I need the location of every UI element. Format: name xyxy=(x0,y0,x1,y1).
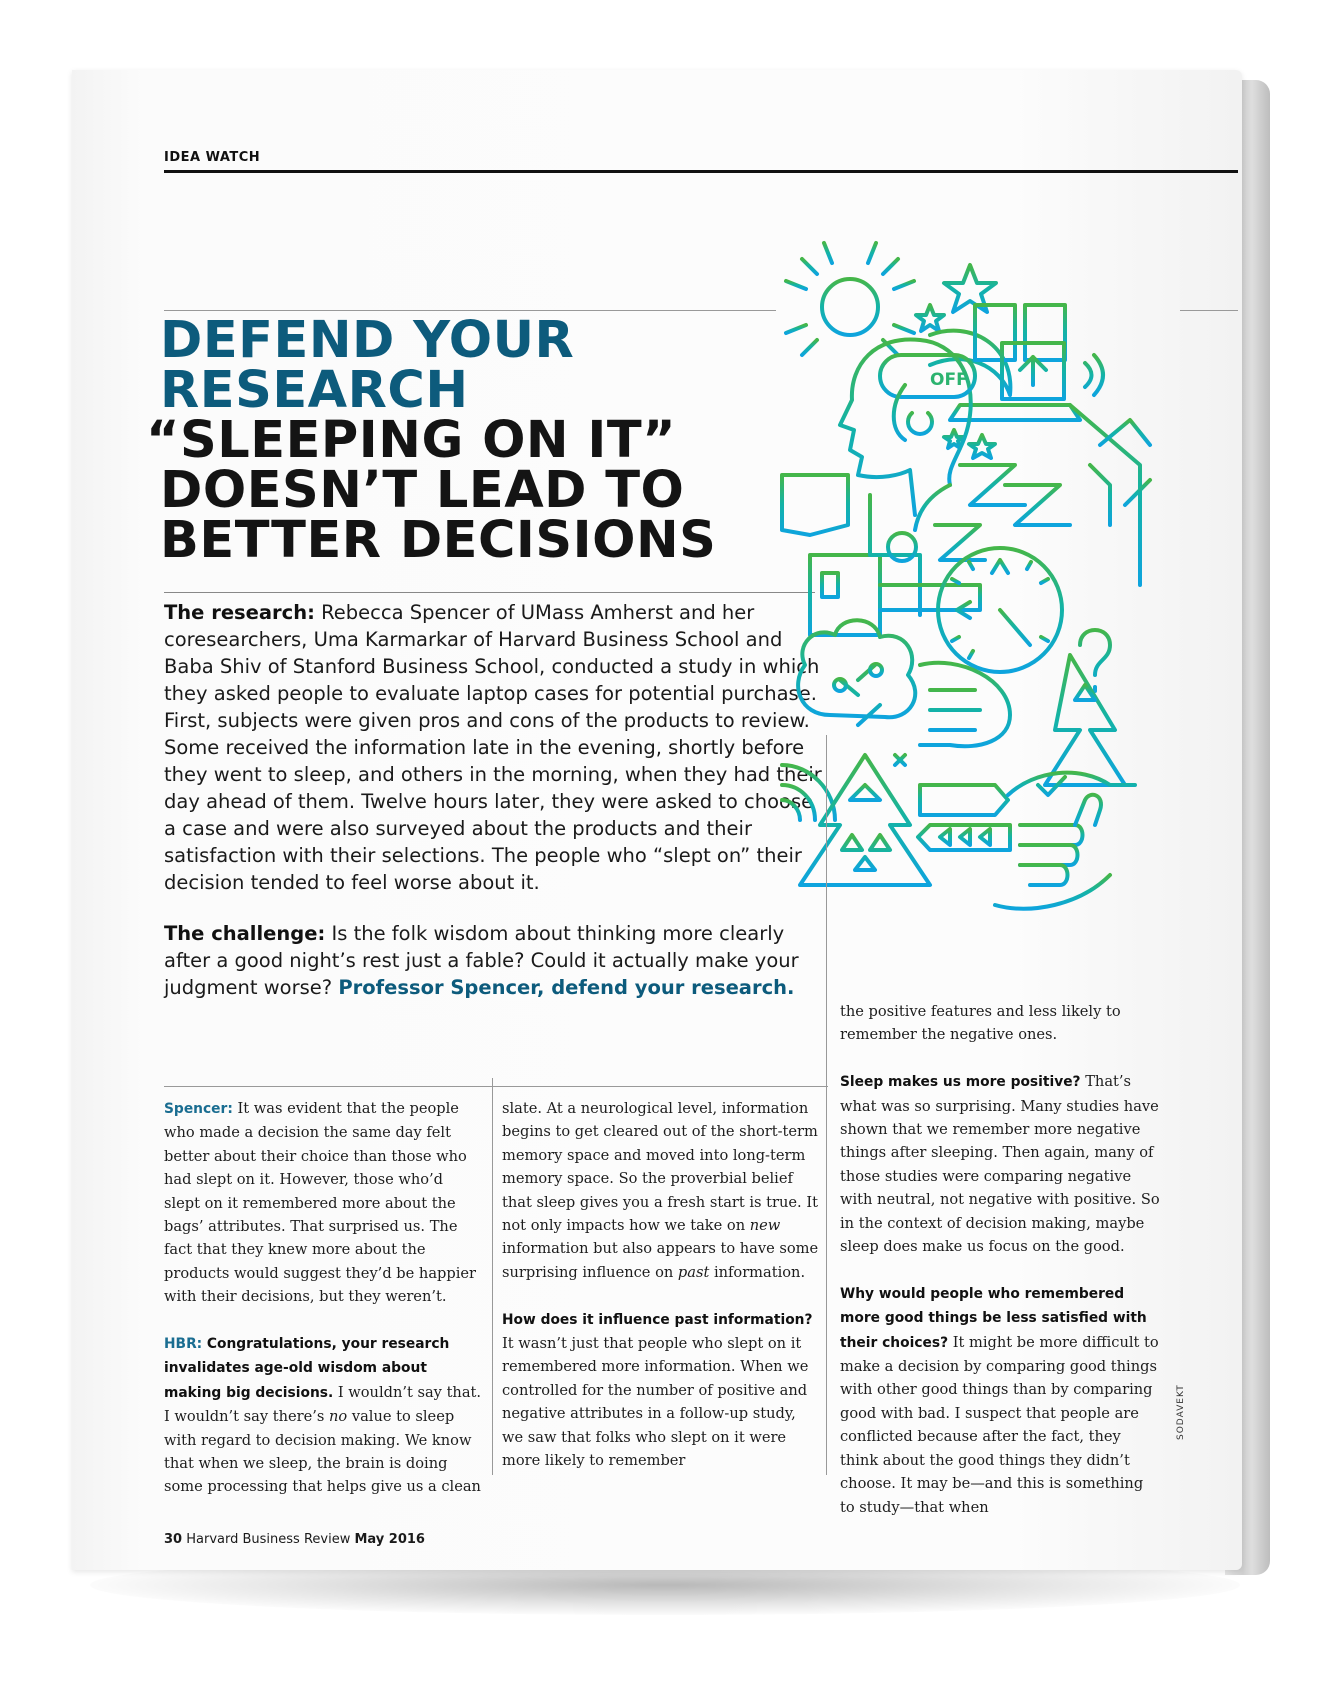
hand-icon xyxy=(920,663,1010,746)
headline-line-1: DEFEND YOUR xyxy=(160,311,575,370)
interview-question: Sleep makes us more positive? xyxy=(840,1074,1081,1091)
thumbs-up-icon xyxy=(995,773,1135,909)
headline-line-4: DOESN’T LEAD TO xyxy=(160,461,685,520)
illustration-credit: SODAVEKT xyxy=(1176,1384,1186,1440)
body-paragraph: Why would people who remembered more good things be less satisfied with their choices? It might be more difficult to make a decision by comparing good things with other good things than by comparing good with bad. I suspect that people are conflicted because after the fact, they think about the good things they didn’t choose. It may be—and this is something to study—that when xyxy=(840,1285,1159,1516)
off-label: OFF xyxy=(930,370,968,390)
page-footer xyxy=(164,1532,425,1547)
deck xyxy=(164,599,824,1001)
body-column-1 xyxy=(164,1097,482,1499)
body-top-rule xyxy=(164,1086,828,1087)
challenge-ask: Professor Spencer, defend your research. xyxy=(338,976,795,999)
clock-icon xyxy=(938,548,1062,672)
column-divider-right xyxy=(826,735,827,1475)
body-paragraph: the positive features and less likely to remember the negative ones. xyxy=(840,1003,1121,1044)
body-paragraph: HBR: Congratulations, your research invalidates age-old wisdom about making big decisions. I wouldn’t say that. I wouldn’t say there’s no value to sleep with regard to decision making. We know that when we sleep, the brain is doing some processing that helps give us a clean xyxy=(164,1336,482,1496)
research-paragraph xyxy=(164,599,824,896)
body-paragraph: Spencer: It was evident that the people who made a decision the same day felt better about their choice than those who had slept on it. However, those who’d slept on it remembered more about the bags’ attributes. That surprised us. The fact that they knew more about the products would suggest they’d be happier with their decisions, but they weren’t. xyxy=(164,1100,476,1306)
header-rule xyxy=(164,170,1238,173)
headline-line-3: “SLEEPING ON IT” xyxy=(146,411,677,470)
research-label: The research: xyxy=(164,601,315,624)
body-paragraph: Sleep makes us more positive? That’s what was so surprising. Many studies have shown that we remember more negative things after sleeping. Then again, many of those studies were comparing negative with neutral, not negative with positive. So in the context of decision making, maybe sleep does make us focus on the good. xyxy=(840,1073,1160,1256)
headline xyxy=(146,311,780,570)
challenge-paragraph xyxy=(164,920,824,1001)
interview-question: How does it influence past information? xyxy=(502,1311,813,1328)
interview-question: Congratulations, your research invalidates age-old wisdom about making big decisions. xyxy=(164,1336,450,1401)
research-text: Rebecca Spencer of UMass Amherst and her coresearchers, Uma Karmarkar of Harvard Business School and Baba Shiv of Stanford Business School, conducted a study in which they asked people to evaluate laptop cases for potential purchase. First, subjects were given pros and cons of the products to review. Some received the information late in the evening, shortly before they went to sleep, and others in the morning, when they had their day ahead of them. Twelve hours later, they were asked to choose a case and were also surveyed about the products and their satisfaction with their selections. The people who “slept on” their decision tended to feel worse about it. xyxy=(164,601,822,894)
deck-rule xyxy=(164,592,815,593)
speaker-label: HBR: xyxy=(164,1336,203,1353)
illustration-side-rule xyxy=(1180,310,1238,311)
page-number: 30 xyxy=(164,1532,183,1547)
interview-question: Why would people who remembered more good things be less satisfied with their choices? xyxy=(840,1285,1147,1351)
headline-line-2: RESEARCH xyxy=(160,361,469,420)
body-column-3 xyxy=(840,1000,1162,1519)
zzz-icon xyxy=(915,450,1070,560)
tree-icon xyxy=(798,620,915,765)
headline-line-5: BETTER DECISIONS xyxy=(160,511,717,570)
publication-name: Harvard Business Review xyxy=(186,1532,351,1547)
fist-icon xyxy=(782,475,875,555)
challenge-text: Is the folk wisdom about thinking more clearly after a good night’s rest just a fable? Could it actually make your judgment worse? xyxy=(164,922,799,999)
section-label: IDEA WATCH xyxy=(164,150,261,165)
head-profile-icon xyxy=(840,339,975,515)
column-divider-middle xyxy=(492,1078,493,1475)
issue-date: May 2016 xyxy=(354,1532,425,1547)
speaker-label: Spencer: xyxy=(164,1101,233,1117)
road-icon xyxy=(1070,405,1150,585)
body-paragraph: slate. At a neurological level, information begins to get cleared out of the short-term memory space and moved into long-term memory space. So the proverbial belief that sleep gives you a fresh start is true. It not only impacts how we take on new information but also appears to have some surprising influence on past information. xyxy=(502,1100,819,1281)
body-column-2 xyxy=(502,1097,820,1472)
body-paragraph: How does it influence past information? It wasn’t just that people who slept on it remembered more information. When we controlled for the number of positive and negative attributes in a follow-up study, we saw that folks who slept on it were more likely to remember xyxy=(502,1311,813,1470)
line-art-illustration xyxy=(780,225,1160,980)
challenge-label: The challenge: xyxy=(164,922,326,945)
